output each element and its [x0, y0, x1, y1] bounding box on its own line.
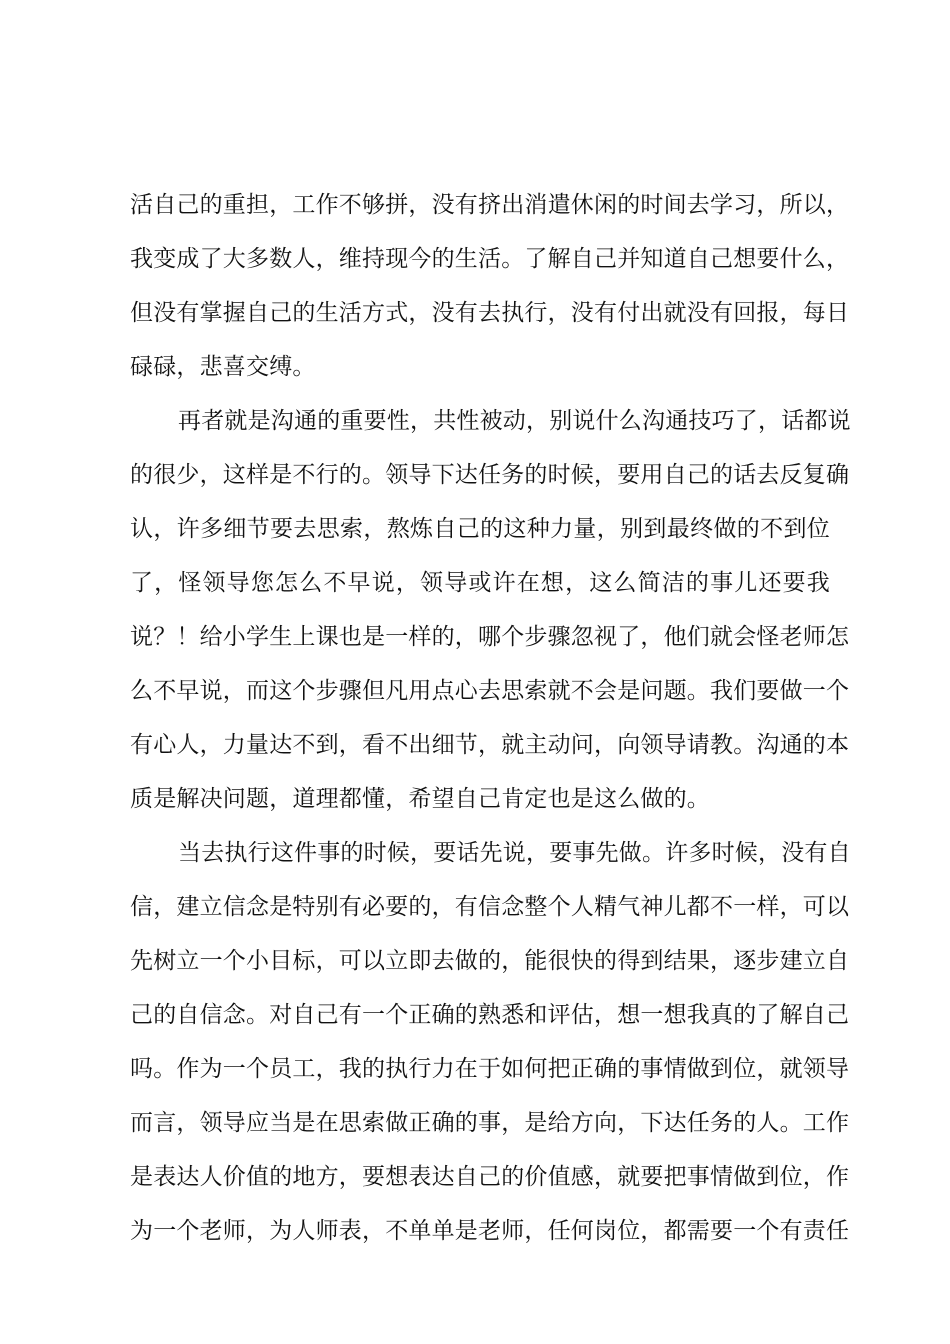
- text-line: 吗。作为一个员工，我的执行力在于如何把正确的事情做到位，就领导: [130, 1056, 850, 1082]
- text-line: 有心人，力量达不到，看不出细节，就主动问，向领导请教。沟通的本: [130, 732, 850, 758]
- text-line: 的很少，这样是不行的。领导下达任务的时候，要用自己的话去反复确: [130, 462, 850, 488]
- text-line: 而言，领导应当是在思索做正确的事，是给方向，下达任务的人。工作: [130, 1110, 850, 1136]
- text-line: 了，怪领导您怎么不早说，领导或许在想，这么简洁的事儿还要我: [130, 570, 830, 596]
- text-line: 质是解决问题，道理都懂，希望自己肯定也是这么做的。: [130, 786, 710, 812]
- text-line: 我变成了大多数人，维持现今的生活。了解自己并知道自己想要什么，: [130, 246, 850, 272]
- paragraph-first-line: 当去执行这件事的时候，要话先说，要事先做。许多时候，没有自: [178, 840, 851, 866]
- body-text: [130, 183, 851, 1263]
- text-line: 么不早说，而这个步骤但凡用点心去思索就不会是问题。我们要做一个: [130, 678, 850, 704]
- text-line: 活自己的重担，工作不够拼，没有挤出消遣休闲的时间去学习，所以，: [130, 192, 850, 218]
- text-line: 说？！给小学生上课也是一样的，哪个步骤忽视了，他们就会怪老师怎: [130, 624, 850, 650]
- text-line: 碌碌，悲喜交缚。: [130, 354, 316, 380]
- text-line: 认，许多细节要去思索，熬炼自己的这种力量，别到最终做的不到位: [130, 516, 830, 542]
- paragraph-first-line: 再者就是沟通的重要性，共性被动，别说什么沟通技巧了，话都说: [178, 408, 851, 434]
- text-line: 先树立一个小目标，可以立即去做的，能很快的得到结果，逐步建立自: [130, 948, 850, 974]
- text-line: 信，建立信念是特别有必要的，有信念整个人精气神儿都不一样，可以: [130, 894, 850, 920]
- text-line: 己的自信念。对自己有一个正确的熟悉和评估，想一想我真的了解自己: [130, 1002, 850, 1028]
- text-line: 但没有掌握自己的生活方式，没有去执行，没有付出就没有回报，每日: [130, 300, 850, 326]
- text-line: 为一个老师，为人师表，不单单是老师，任何岗位，都需要一个有责任: [130, 1218, 850, 1244]
- text-line: 是表达人价值的地方，要想表达自己的价值感，就要把事情做到位，作: [130, 1164, 850, 1190]
